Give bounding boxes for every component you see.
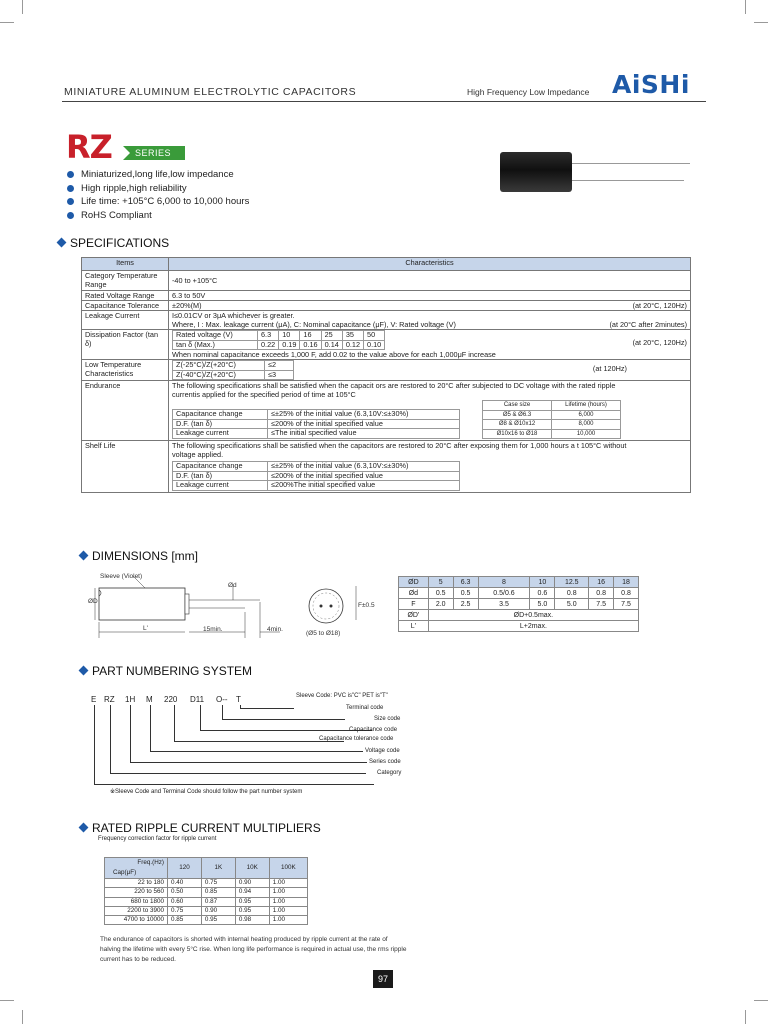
diamond-icon xyxy=(57,238,67,248)
ripple-subtitle: Frequency correction factor for ripple current xyxy=(98,836,217,842)
crop-mark xyxy=(22,1010,23,1024)
table-row xyxy=(82,291,691,301)
capacitor-lead xyxy=(572,163,690,164)
feature-item: High ripple,high reliability xyxy=(66,182,249,196)
table-row: ØD' ØD+0.5max. xyxy=(399,610,639,621)
capacitor-outline xyxy=(99,588,185,620)
table-row: 22 to 180 0.40 0.75 0.90 1.00 xyxy=(105,879,308,888)
table-row: Freq.(Hz) Cap(μF) 120 1K 10K 100K xyxy=(105,858,308,879)
pn-label: Terminal code xyxy=(346,705,384,711)
part-numbering-heading: PART NUMBERING SYSTEM xyxy=(78,664,252,678)
spec-value: I≤0.01CV or 3μA whichever is greater. (at 20°C after 2minutes) Where, I : Max. leakage current (μA), C: Nominal capacitance (μF), V: Rated voltage (V) xyxy=(169,311,691,330)
pn-code: T xyxy=(236,695,241,704)
capacitor-lead xyxy=(572,180,684,181)
capacitor-image xyxy=(500,152,572,192)
dimensions-heading: DIMENSIONS [mm] xyxy=(78,549,198,563)
spec-value: The following specifications shall be satisfied when the capacit ors are restored to 20°C after subjected to DC voltage with the rated ripple currentis applied for the specified period of time at 105°C Case size Lifetime (hours) Ø5 & Ø6.3 6,000 Ø8 & Ø10x12 8,000 Ø10x16 to Ø18 10,000 Capacitance change ≤±25% of the initial value (6.3,10V:≤±30%) D.F. (tan δ) ≤200% of the initial specified value Leakage current ≤The initial specified value xyxy=(169,381,691,441)
table-row: ØD 5 6.3 8 10 12.5 16 18 xyxy=(399,577,639,588)
brand-logo: AiSHi xyxy=(612,70,690,99)
specifications-table xyxy=(81,257,691,493)
series-code: RZ xyxy=(66,128,112,166)
crop-mark xyxy=(22,0,23,14)
end-length-label: 4min. xyxy=(267,626,283,633)
document-title: MINIATURE ALUMINUM ELECTROLYTIC CAPACITORS xyxy=(64,86,357,98)
pn-label: Series code xyxy=(369,759,401,765)
table-row xyxy=(82,330,691,360)
feature-list xyxy=(66,168,249,222)
spec-value: 6.3 to 50V xyxy=(169,291,691,301)
bullet-icon xyxy=(67,198,74,205)
ripple-corner-cell: Freq.(Hz) Cap(μF) xyxy=(105,858,168,879)
table-row xyxy=(82,381,691,441)
bullet-icon xyxy=(67,185,74,192)
spec-item: Shelf Life xyxy=(82,441,169,493)
pn-label: Voltage code xyxy=(365,748,400,754)
bullet-icon xyxy=(67,171,74,178)
page-number: 97 xyxy=(373,970,393,988)
crop-mark xyxy=(0,22,14,23)
column-header-characteristics: Characteristics xyxy=(169,258,691,271)
header-rule xyxy=(62,101,706,102)
crop-mark xyxy=(754,1000,768,1001)
table-row xyxy=(82,441,691,493)
table-row: Ød 0.5 0.5 0.5/0.6 0.6 0.8 0.8 0.8 xyxy=(399,588,639,599)
pn-code: E xyxy=(91,695,97,704)
ripple-note: The endurance of capacitors is shorted with internal heating produced by ripple current at the rate of halving the lifetime with every 5°C rise. When long life performance is required in actual use, the rms ripple current has to be reduced. xyxy=(100,936,407,963)
pn-code: 220 xyxy=(164,695,178,704)
pn-note: ※Sleeve Code and Terminal Code should follow the part number system xyxy=(110,789,303,795)
diamond-icon xyxy=(79,823,89,833)
feature-item: RoHS Compliant xyxy=(66,209,249,223)
pn-code: O-- xyxy=(216,695,228,704)
spec-value: -40 to +105°C xyxy=(169,271,691,291)
ripple-table xyxy=(104,857,308,925)
crop-mark xyxy=(745,0,746,14)
feature-item: Miniaturized,long life,low impedance xyxy=(66,168,249,182)
bullet-icon xyxy=(67,212,74,219)
table-row xyxy=(82,360,691,381)
crop-mark xyxy=(0,1000,14,1001)
pn-label: Category xyxy=(377,770,402,776)
dissipation-table: Rated voltage (V) 6.3 10 16 25 35 50 tan δ (Max.) 0.22 0.19 0.16 0.14 0.12 0.10 xyxy=(172,330,385,350)
table-row xyxy=(82,301,691,311)
diamond-icon xyxy=(79,666,89,676)
spec-value: (at 20°C, 120Hz) ±20%(M) xyxy=(169,301,691,311)
specifications-heading: SPECIFICATIONS xyxy=(56,236,169,250)
table-row: 220 to 560 0.50 0.85 0.94 1.00 xyxy=(105,888,308,897)
crop-mark xyxy=(754,22,768,23)
diamond-icon xyxy=(79,551,89,561)
table-row: 4700 to 10000 0.85 0.95 0.98 1.00 xyxy=(105,916,308,925)
feature-item: Life time: +105°C 6,000 to 10,000 hours xyxy=(66,195,249,209)
f-label: F±0.5 xyxy=(358,602,375,609)
l-label: L' xyxy=(143,625,148,632)
ripple-heading: RATED RIPPLE CURRENT MULTIPLIERS xyxy=(78,821,321,835)
pn-label: Sleeve Code: PVC is"C" PET is"T" xyxy=(296,693,388,699)
table-row: 2200 to 3900 0.75 0.90 0.95 1.00 xyxy=(105,906,308,915)
series-badge: SERIES xyxy=(123,146,185,160)
shelf-table: Capacitance change ≤±25% of the initial value (6.3,10V:≤±30%) D.F. (tan δ) ≤200% of the initial specified value Leakage current ≤200%The initial specified value xyxy=(172,461,460,491)
crop-mark xyxy=(745,1010,746,1024)
document-subtitle: High Frequency Low Impedance xyxy=(467,87,590,97)
spec-item: Endurance xyxy=(82,381,169,441)
low-temp-table: Z(-25°C)/Z(+20°C) ≤2 Z(-40°C)/Z(+20°C) ≤3 xyxy=(172,360,294,380)
dimensions-table xyxy=(398,576,639,632)
spec-item: Low Temperature Characteristics xyxy=(82,360,169,381)
od-label: ØD xyxy=(88,598,98,605)
pn-code: D11 xyxy=(190,695,205,704)
spec-value: (at 120Hz) Z(-25°C)/Z(+20°C) ≤2 Z(-40°C)/Z(+20°C) ≤3 xyxy=(169,360,691,381)
spec-item: Rated Voltage Range xyxy=(82,291,169,301)
table-row: L' L+2max. xyxy=(399,621,639,632)
table-row xyxy=(82,311,691,330)
spec-value: The following specifications shall be satisfied when the capacitors are restored to 20°C after exposing them for 1,000 hours a t 105°C without voltage applied. Capacitance change ≤±25% of the initial value (6.3,10V:≤±30%) D.F. (tan δ) ≤200% of the initial specified value Leakage current ≤200%The initial specified value xyxy=(169,441,691,493)
lifetime-table: Case size Lifetime (hours) Ø5 & Ø6.3 6,000 Ø8 & Ø10x12 8,000 Ø10x16 to Ø18 10,000 xyxy=(482,400,621,439)
pn-code: 1H xyxy=(125,695,136,704)
pn-label: Size code xyxy=(374,716,401,722)
spec-item: Capacitance Tolerance xyxy=(82,301,169,311)
column-header-items: Items xyxy=(82,258,169,271)
spec-value: (at 20°C, 120Hz) Rated voltage (V) 6.3 10 16 25 35 50 tan δ (Max.) 0.22 0.19 0.16 0.14 0.12 0.10 When nominal capacitance exceeds 1,000 F, add 0.02 to the value above for each 1,000μF increase xyxy=(169,330,691,360)
range-label: (Ø5 to Ø18) xyxy=(306,630,341,637)
table-row: F 2.0 2.5 3.5 5.0 5.0 7.5 7.5 xyxy=(399,599,639,610)
endurance-table: Capacitance change ≤±25% of the initial value (6.3,10V:≤±30%) D.F. (tan δ) ≤200% of the initial specified value Leakage current ≤The initial specified value xyxy=(172,409,460,439)
pn-code: M xyxy=(146,695,153,704)
spec-item: Leakage Current xyxy=(82,311,169,330)
table-row: 680 to 1800 0.60 0.87 0.95 1.00 xyxy=(105,897,308,906)
d-label: Ød xyxy=(228,582,237,589)
pn-code: RZ xyxy=(104,695,115,704)
pn-label: Capacitance code xyxy=(349,727,398,733)
spec-item: Category Temperature Range xyxy=(82,271,169,291)
table-row xyxy=(82,271,691,291)
spec-item: Dissipation Factor (tan δ) xyxy=(82,330,169,360)
sleeve-label: Sleeve (Violet) xyxy=(100,573,143,580)
end-view-circle xyxy=(309,589,343,623)
lead-length-label: 15min. xyxy=(203,626,223,633)
pn-label: Capacitance tolerance code xyxy=(319,736,394,742)
